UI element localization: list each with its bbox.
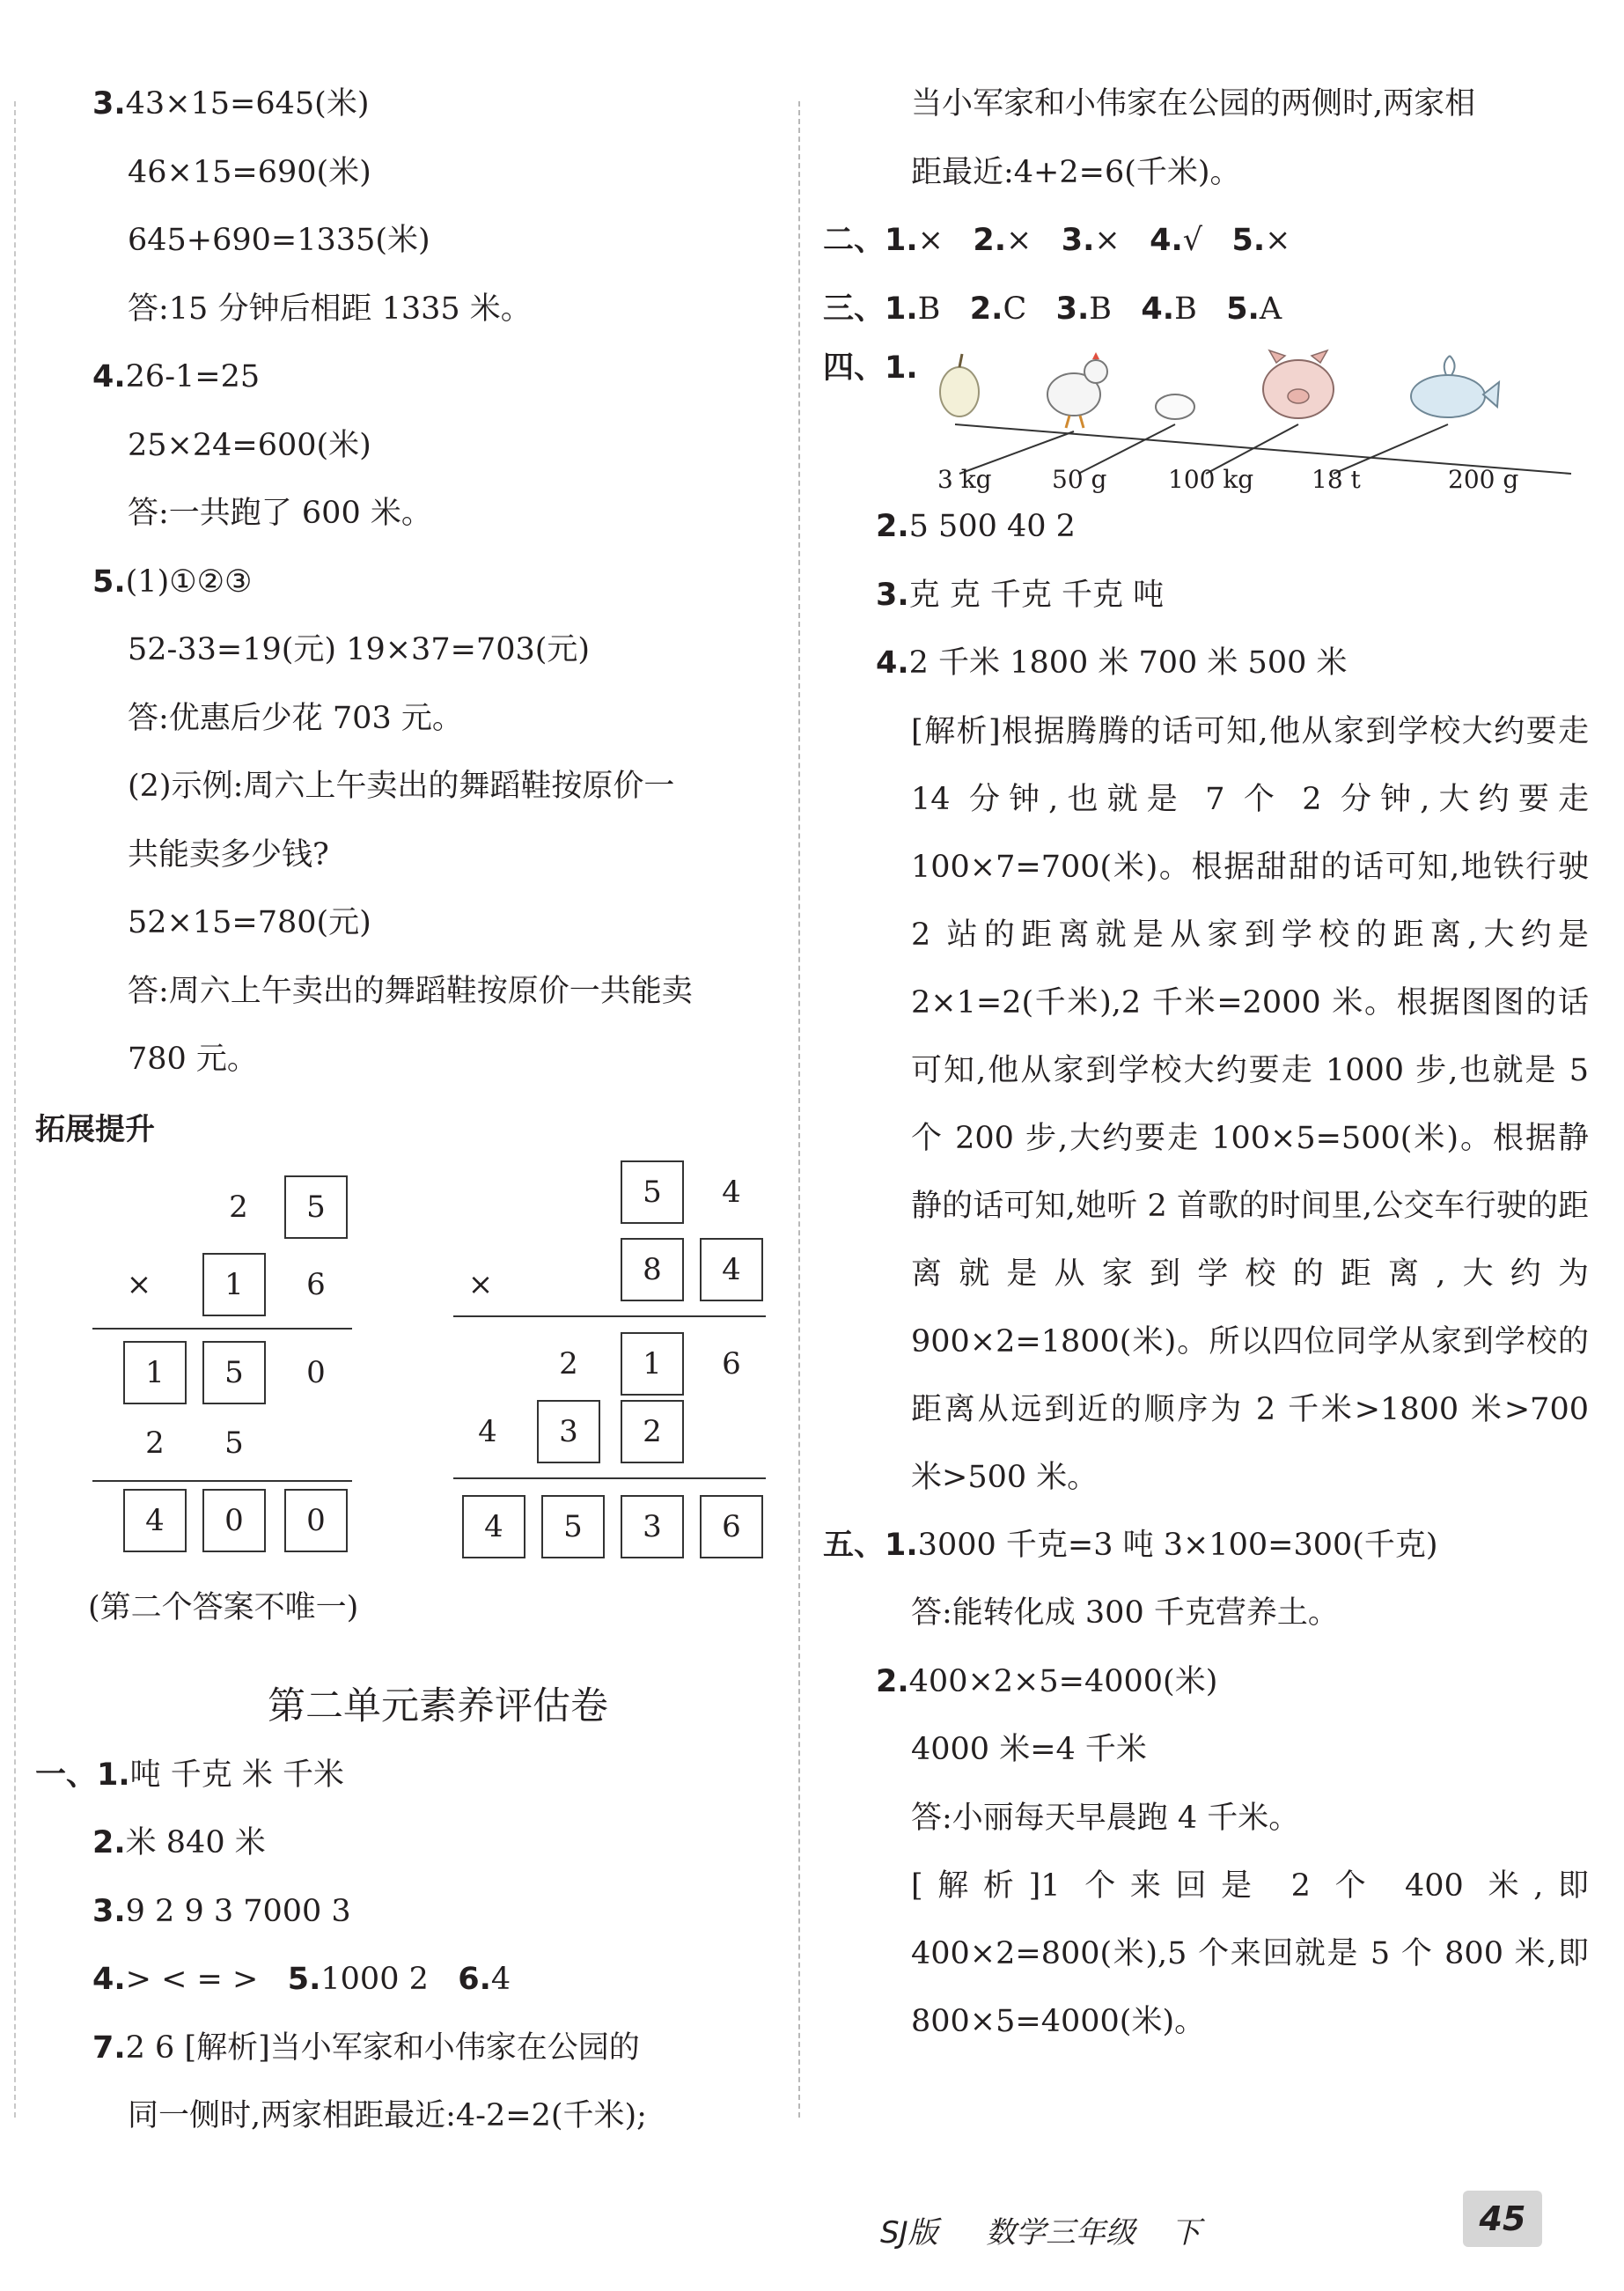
calc2-times-sign: × — [467, 1266, 494, 1302]
calc2-box: 2 — [621, 1400, 684, 1463]
part4-q3: 3.克 克 千克 千克 吨 — [876, 577, 1165, 613]
calc2-box: 3 — [537, 1400, 600, 1463]
weight-label: 50 g — [1052, 465, 1107, 494]
column-divider — [798, 101, 800, 2118]
unit-title: 第二单元素养评估卷 — [268, 1683, 608, 1728]
calc1-box: 0 — [202, 1489, 266, 1552]
calc1-digit: 2 — [145, 1425, 165, 1461]
calc2-box: 8 — [621, 1238, 684, 1301]
q7-continued-2: 距最近:4+2=6(千米)。 — [911, 154, 1241, 190]
q5-part2-a: (2)示例:周六上午卖出的舞蹈鞋按原价一 — [128, 769, 675, 804]
q3-line3: 645+690=1335(米) — [128, 223, 430, 258]
whale-icon — [1411, 356, 1499, 417]
part5-q2-line2: 4000 米=4 千米 — [911, 1732, 1147, 1767]
calc1-box: 4 — [123, 1489, 187, 1552]
calc2-box: 3 — [621, 1495, 684, 1558]
part4-q2: 2.5 500 40 2 — [876, 509, 1076, 544]
calc1-box: 5 — [284, 1175, 348, 1239]
weight-labels — [920, 465, 1589, 493]
q4-line1: 4.26-1=25 — [92, 359, 261, 394]
calc1-times-sign: × — [126, 1266, 152, 1302]
calc1-box: 1 — [123, 1341, 187, 1404]
chicken-icon — [1047, 352, 1107, 428]
q7-continued-1: 当小军家和小伟家在公园的两侧时,两家相 — [911, 86, 1476, 122]
calc1-digit: 5 — [224, 1425, 244, 1461]
calc1-box: 5 — [202, 1341, 266, 1404]
calc1-rule — [92, 1328, 352, 1330]
q3-line1: 3.43×15=645(米) — [92, 86, 370, 122]
part1-q2: 2.米 840 米 — [92, 1825, 266, 1860]
part4-q4: 4.2 千米 1800 米 700 米 500 米 — [876, 645, 1348, 681]
weight-label: 200 g — [1448, 465, 1519, 494]
calc2-box: 4 — [700, 1238, 763, 1301]
vertical-multiplication — [35, 1160, 788, 1671]
left-margin-divider — [14, 101, 16, 2118]
part1-q7: 7.2 6 [解析]当小军家和小伟家在公园的 — [92, 2029, 640, 2066]
subject-label: 数学三年级 — [986, 2215, 1135, 2250]
calc2-box: 5 — [541, 1495, 605, 1558]
q5-calc1: 52-33=19(元) 19×37=703(元) — [128, 632, 591, 667]
page-footer — [880, 2201, 1549, 2258]
section-heading: 拓展提升 — [35, 1111, 155, 1147]
calc1-digit: 0 — [306, 1354, 326, 1390]
q3-answer: 答:15 分钟后相距 1335 米。 — [128, 291, 532, 327]
part4-q1 — [823, 343, 1589, 493]
pear-icon — [940, 354, 979, 416]
term-label: 下 — [1171, 2215, 1201, 2250]
q5-line1: 5.(1)①②③ — [92, 564, 253, 600]
pig-icon — [1263, 350, 1334, 418]
calc2-digit: 4 — [722, 1174, 741, 1210]
part3-answers: 三、1.B 2.C 3.B 4.B 5.A — [823, 291, 1282, 327]
part5-q1: 五、1.3000 千克=3 吨 3×100=300(千克) — [823, 1527, 1438, 1563]
calc2-box: 4 — [462, 1495, 525, 1558]
part5-q2-analysis: [解析]1 个来回是 2 个 400 米,即 400×2=800(米),5 个来回就是 5 个 800 米,即 800×5=4000(米)。 — [911, 1868, 1589, 2039]
calc2-rule — [453, 1315, 766, 1317]
calc1-box: 1 — [202, 1253, 266, 1316]
calc2-box: 6 — [700, 1495, 763, 1558]
calc2-box: 5 — [621, 1160, 684, 1224]
calc1-box: 0 — [284, 1489, 348, 1552]
part4-label: 四、1. — [823, 350, 918, 386]
weight-label: 100 kg — [1168, 465, 1254, 494]
calc2-rule — [453, 1477, 766, 1479]
part1-q3: 3.9 2 9 3 7000 3 — [92, 1893, 351, 1929]
calc-note: (第二个答案不唯一) — [88, 1589, 359, 1625]
calc2-digit: 2 — [559, 1345, 578, 1381]
calc1-rule — [92, 1480, 352, 1482]
calc1-digit: 2 — [229, 1189, 248, 1225]
part1-q1: 一、1.吨 千克 米 千米 — [35, 1757, 345, 1793]
calc2-box: 1 — [621, 1332, 684, 1396]
q3-line2: 46×15=690(米) — [128, 154, 371, 190]
egg-icon — [1156, 394, 1194, 419]
part5-q1-answer: 答:能转化成 300 千克营养土。 — [911, 1595, 1339, 1631]
q5-part2-b: 共能卖多少钱? — [128, 836, 329, 873]
part4-analysis: [解析]根据腾腾的话可知,他从家到学校大约要走 14 分钟,也就是 7 个 2 分钟,大约要走 100×7=700(米)。根据甜甜的话可知,地铁行驶 2 站的距离就是从家到学校的距离,大约是 2×1=2(千米),2 千米=2000 米。根据图图的话可知,他从家到学校大约要走 1000 步,也就是 5 个 200 步,大约要走 100×5=500(米)。根据静静的话可知,她听 2 首歌的时间里,公交车行驶的距离就是从家到学校的距离,大约为 900×2=1800(米)。所以四位同学从家到学校的距离从远到近的顺序为 2 千米>1800 米>700 米>500 米。 — [911, 713, 1589, 1495]
page-number: 45 — [1463, 2191, 1542, 2247]
q5-answer1: 答:优惠后少花 703 元。 — [128, 700, 463, 736]
weight-label: 3 kg — [937, 465, 992, 494]
edition-label: SJ版 — [880, 2215, 938, 2250]
part1-q7-line2: 同一侧时,两家相距最近:4-2=2(千米); — [128, 2098, 647, 2133]
q5-answer2-a: 答:周六上午卖出的舞蹈鞋按原价一共能卖 — [128, 973, 693, 1009]
weight-label: 18 t — [1312, 465, 1361, 494]
part1-q4-q6: 4.> < = > 5.1000 2 6.4 — [92, 1962, 511, 1997]
q4-answer: 答:一共跑了 600 米。 — [128, 496, 432, 531]
q4-line2: 25×24=600(米) — [128, 427, 371, 463]
right-column — [823, 70, 1589, 2056]
part5-q2: 2.400×2×5=4000(米) — [876, 1663, 1218, 1699]
q5-answer2-b: 780 元。 — [128, 1042, 258, 1077]
calc2-digit: 6 — [722, 1345, 741, 1381]
left-column — [35, 70, 788, 2151]
calc2-digit: 4 — [478, 1413, 497, 1449]
part2-answers: 二、1.× 2.× 3.× 4.√ 5.× — [823, 223, 1291, 258]
calc1-digit: 6 — [306, 1266, 326, 1302]
part5-q2-answer: 答:小丽每天早晨跑 4 千米。 — [911, 1800, 1300, 1836]
q5-calc2: 52×15=780(元) — [128, 905, 371, 940]
